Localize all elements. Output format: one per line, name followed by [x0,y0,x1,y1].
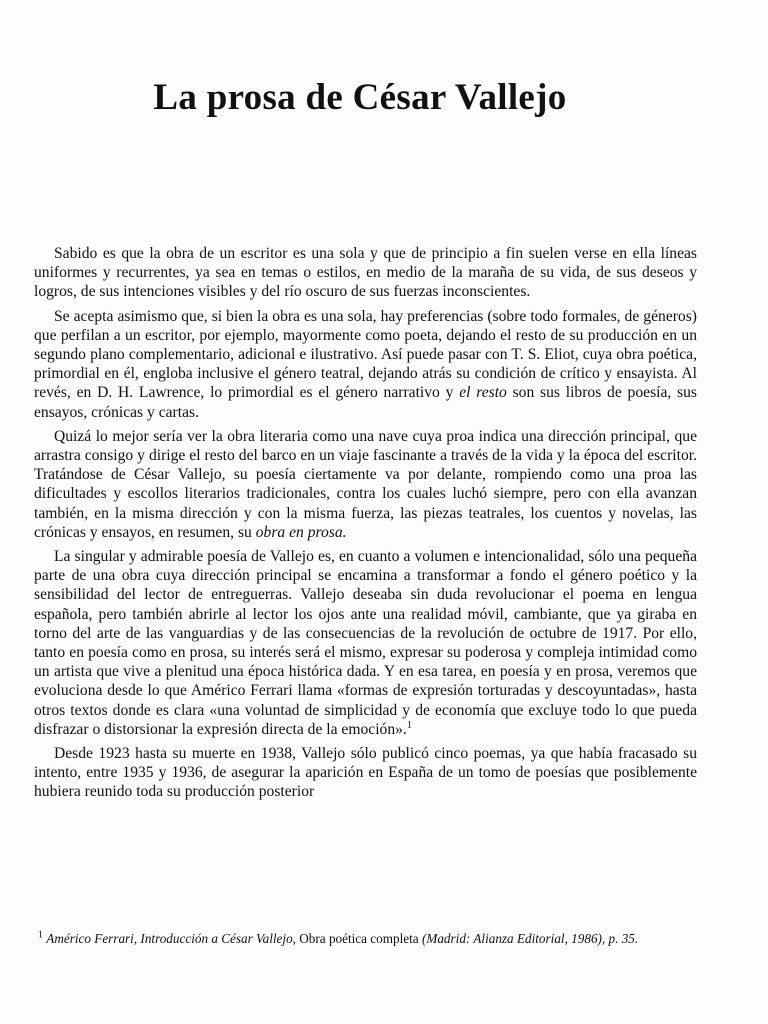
footnote-publication: (Madrid: Alianza Editorial, 1986), p. 35. [421,931,639,946]
paragraph-2-emphasis: el resto [459,384,507,402]
paragraph-3-emphasis: obra en prosa. [255,523,347,541]
footnote-work: Obra poética completa [295,931,422,946]
paragraph-2 [34,307,697,422]
body-text [34,244,697,802]
paragraph-4 [34,547,697,739]
paragraph-3-text-a: Quizá lo mejor sería ver la obra literaria como una nave cuya proa indica una dirección principal, que arrastra consigo y dirige el resto del barco en un viaje fascinante a través de la vida y la época del escritor. Tratándose de César Vallejo, su poesía ciertamente va por delante, rompiendo como una proa las dificultades y escollos literarios tradicionales, contra los cuales luchó siempre, pero con ella avanzan también, en la misma dirección y con la misma fuerza, las piezas teatrales, los cuentos y novelas, las crónicas y ensayos, en resumen, su [34,427,697,541]
footnote-author: Américo Ferrari, Introducción a César Vallejo, [46,931,296,946]
paragraph-1: Sabido es que la obra de un escritor es una sola y que de principio a fin suelen verse en ella líneas uniformes y recurrentes, ya sea en temas o estilos, en medio de la maraña de su vida, de sus deseos y logros, de sus intenciones visibles y del río oscuro de sus fuerzas inconscientes. [34,245,697,301]
footnote [34,930,697,947]
paragraph-2-text-b: son sus libros de poesía, sus ensayos, crónicas y cartas. [34,384,697,421]
paragraph-3 [34,427,697,542]
footnote-reference: 1 [406,719,412,731]
paragraph-2-text-a: Se acepta asimismo que, si bien la obra es una sola, hay preferencias (sobre todo formales, de géneros) que perfilan a un escritor, por ejemplo, mayormente como poeta, dejando el resto de su producción en un segundo plano complementario, adicional e ilustrativo. Así puede pasar con T. S. Eliot, cuya obra poética, primordial en él, engloba inclusive el género teatral, dejando atrás su condición de crítico y ensayista. Al revés, en D. H. Lawrence, lo primordial es el género narrativo y [34,307,697,402]
paragraph-4-text: La singular y admirable poesía de Vallejo es, en cuanto a volumen e intencionalidad, sólo una pequeña parte de una obra cuya dirección principal se encamina a transformar a fondo el género poético y la sensibilidad del lector de entreguerras. Vallejo deseaba sin duda revolucionar el poema en lengua española, pero también abrirle al lector los ojos ante una realidad móvil, cambiante, que ya giraba en torno del arte de las vanguardias y de las consecuencias de la revolución de octubre de 1917. Por ello, tanto en poesía como en prosa, su interés será el mismo, expresar su poderosa y compleja intimidad como un artista que vive a plenitud una época histórica dada. Y en esa tarea, en poesía y en prosa, veremos que evoluciona desde lo que Américo Ferrari llama «formas de expresión torturadas y descoyuntadas», hasta otros textos donde es clara «una voluntad de simplicidad y de economía que excluye todo lo que pueda disfrazar o distorsionar la expresión directa de la emoción». [34,548,697,738]
page-title: La prosa de César Vallejo [153,77,567,118]
paragraph-5: Desde 1923 hasta su muerte en 1938, Vallejo sólo publicó cinco poemas, ya que había fracasado su intento, entre 1935 y 1936, de asegurar la aparición en España de un tomo de poesías que posiblemente hubiera reunido toda su producción posterior [34,745,697,801]
footnote-mark: 1 [38,929,43,941]
